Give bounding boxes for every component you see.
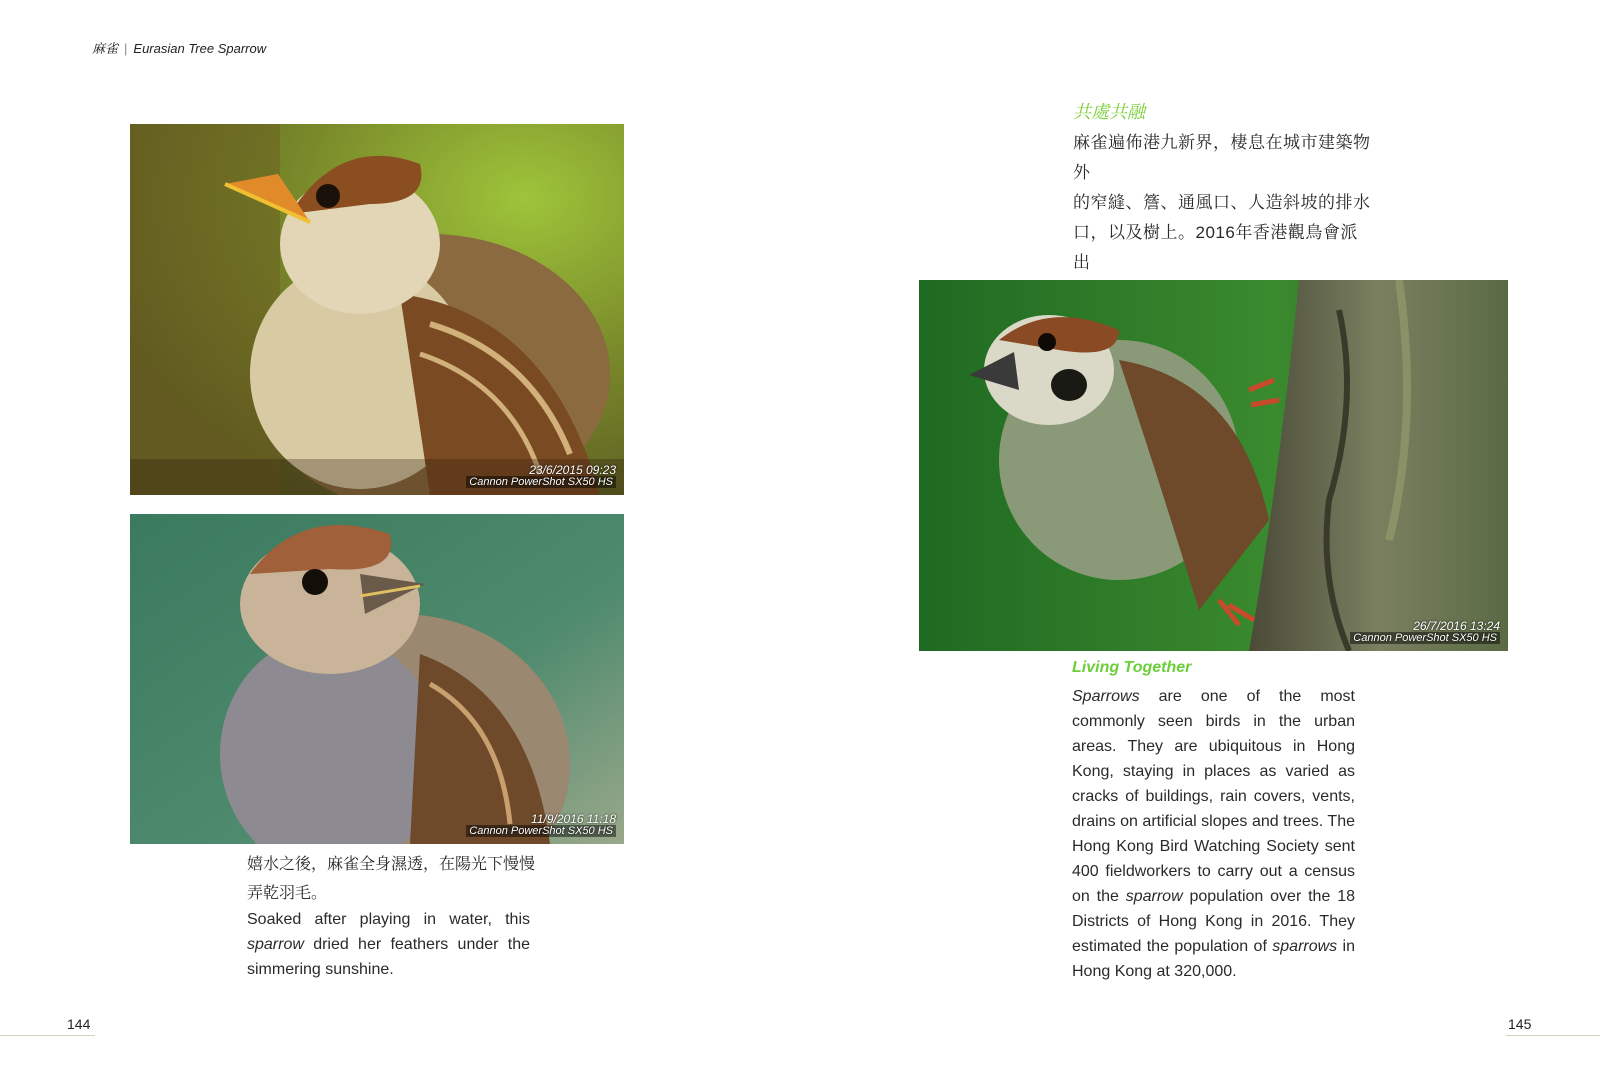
sparrow-illustration: [130, 514, 624, 844]
caption-chinese: 嬉水之後，麻雀全身濕透，在陽光下慢慢 弄乾羽毛。: [247, 856, 536, 902]
photo-timestamp: 11/9/2016 11:18 Cannon PowerShot SX50 HS: [466, 813, 616, 837]
caption-english: Soaked after playing in water, this sparrow dried her feathers under the simmering sunshine.: [247, 911, 530, 978]
page-number: 145: [1508, 1016, 1532, 1032]
sparrow-illustration: [919, 280, 1508, 651]
section-heading-chinese: 共處共融: [1073, 102, 1145, 122]
sparrow-photo-fluffed: [130, 124, 624, 495]
body-text-chinese: 麻雀遍佈港九新界，棲息在城市建築物外 的窄縫、簷、通風口、人造斜坡的排水 口，以及樹上。2016年香港觀鳥會派出: [1073, 133, 1371, 272]
photo-timestamp: 23/6/2015 09:23 Cannon PowerShot SX50 HS: [466, 464, 616, 488]
page-number: 144: [67, 1016, 91, 1032]
right-page: [800, 0, 1600, 1082]
footer-rule: [0, 1035, 95, 1036]
footer-rule: [1506, 1035, 1600, 1036]
running-head-zh: 麻雀: [92, 41, 119, 56]
section-heading-english: Living Together: [1072, 659, 1192, 676]
body-text-english: Sparrows are one of the most commonly seen birds in the urban areas. They are ubiquitous in Hong Kong, staying in places as varied as cracks of buildings, rain covers, vents, drains on artificial slopes and trees. The Hong Kong Bird Watching Society sent 400 fieldworkers to carry out a census on the sparrow population over the 18 Districts of Hong Kong in 2016. They estimated the population of sparrows in Hong Kong at 320,000.: [1072, 688, 1355, 980]
running-head-en: Eurasian Tree Sparrow: [133, 41, 267, 56]
sparrow-photo-tree-trunk: [919, 280, 1508, 651]
sparrow-illustration: [130, 124, 624, 495]
photo-timestamp: 26/7/2016 13:24 Cannon PowerShot SX50 HS: [1350, 620, 1500, 644]
running-head: 麻雀 | Eurasian Tree Sparrow: [92, 41, 267, 56]
sparrow-photo-wet: [130, 514, 624, 844]
